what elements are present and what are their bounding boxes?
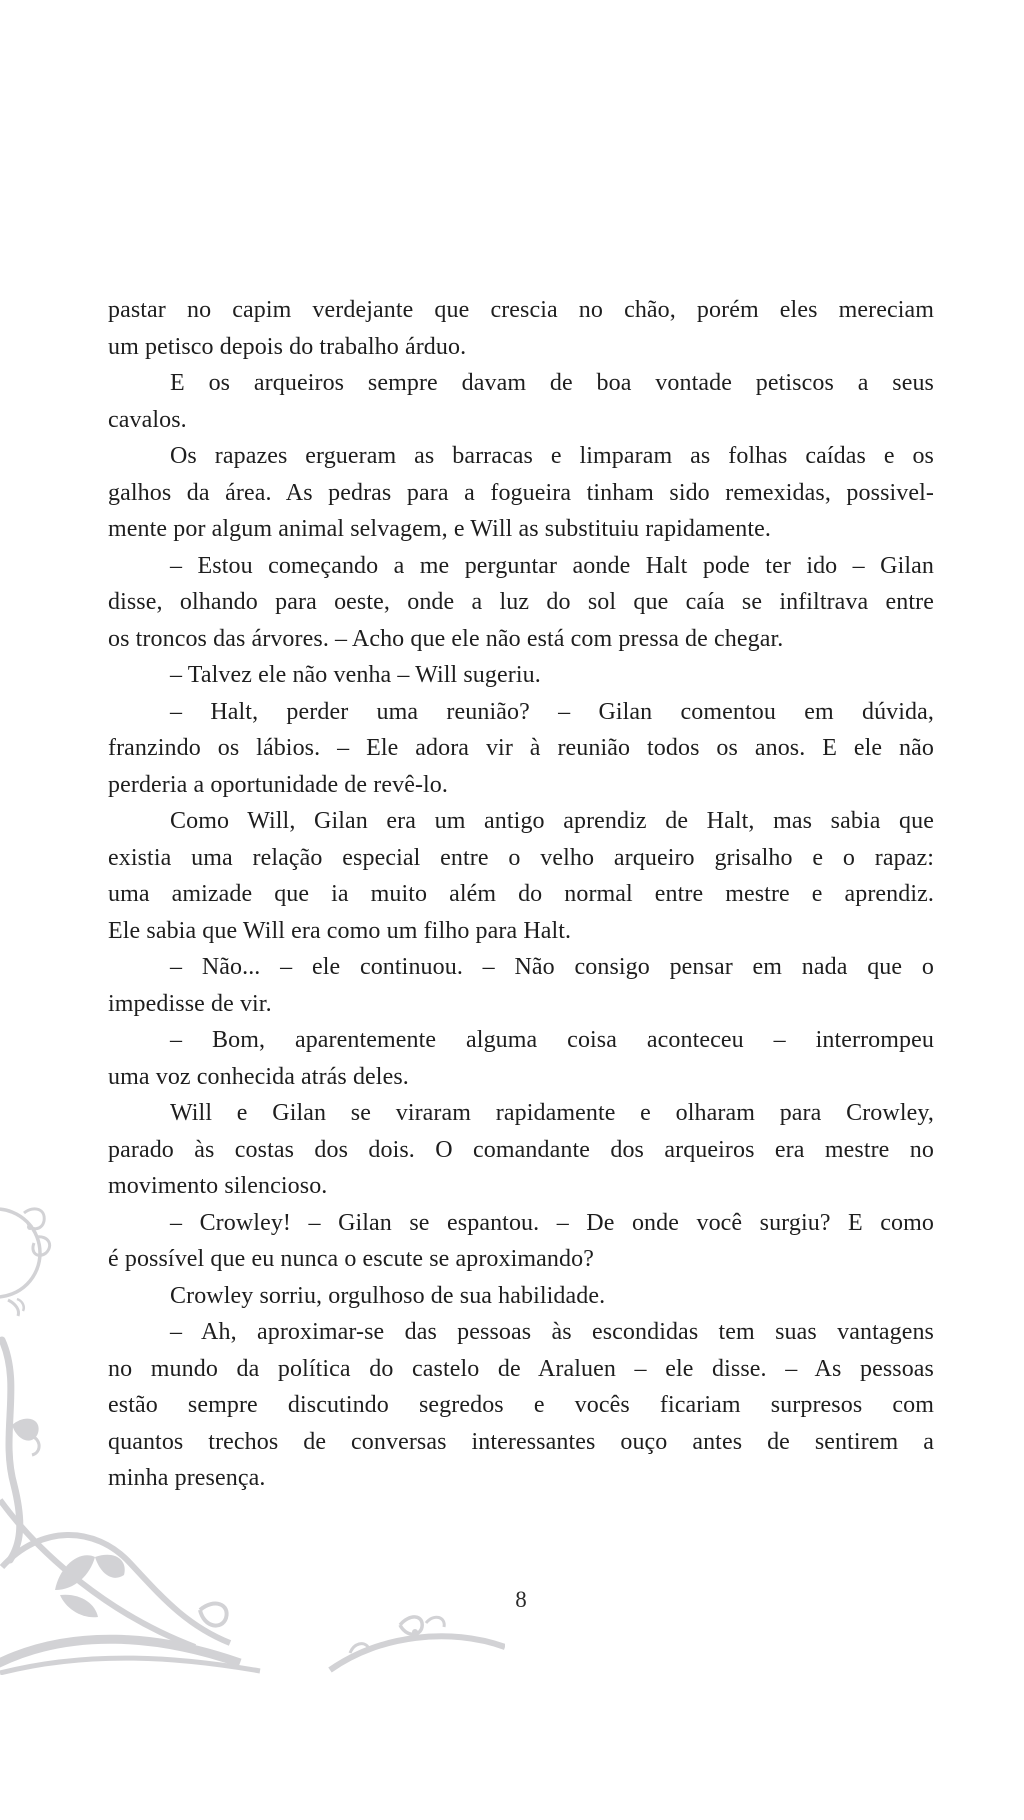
text-line: no mundo da política do castelo de Araluen – ele disse. – As pessoas — [108, 1355, 934, 1382]
text-line: – Ah, aproximar-se das pessoas às escondidas tem suas vantagens — [170, 1319, 934, 1345]
text-line: galhos da área. As pedras para a fogueira tinham sido remexidas, possivel- — [108, 479, 934, 506]
paragraph — [108, 694, 934, 804]
text-block — [108, 292, 934, 1497]
paragraph — [108, 292, 934, 365]
text-line: é possível que eu nunca o escute se aproximando? — [108, 1246, 594, 1272]
page-number: 8 — [515, 1587, 527, 1612]
text-line: Os rapazes ergueram as barracas e limparam as folhas caídas e os — [170, 443, 934, 469]
text-line: perderia a oportunidade de revê-lo. — [108, 771, 449, 798]
text-line: – Estou começando a me perguntar aonde Halt pode ter ido – Gilan — [170, 552, 934, 579]
text-line: uma amizade que ia muito além do normal entre mestre e aprendiz. — [108, 881, 934, 907]
text-line: existia uma relação especial entre o velho arqueiro grisalho e o rapaz: — [108, 844, 934, 871]
text-line: – Bom, aparentemente alguma coisa aconteceu – interrompeu — [170, 1027, 934, 1053]
text-line: impedisse de vir. — [108, 990, 272, 1017]
paragraph — [108, 803, 934, 949]
paragraph — [108, 365, 934, 438]
text-line: movimento silencioso. — [108, 1173, 328, 1199]
text-line: – Crowley! – Gilan se espantou. – De onde você surgiu? E como — [170, 1209, 934, 1236]
text-line: Ele sabia que Will era como um filho para Halt. — [108, 917, 572, 944]
text-line: mente por algum animal selvagem, e Will as substituiu rapidamente. — [108, 516, 772, 542]
paragraph — [108, 438, 934, 548]
text-line: – Talvez ele não venha – Will sugeriu. — [170, 662, 541, 688]
paragraph — [108, 1278, 934, 1315]
paragraph — [108, 657, 934, 694]
text-line: os troncos das árvores. – Acho que ele não está com pressa de chegar. — [108, 625, 784, 652]
text-line: E os arqueiros sempre davam de boa vontade petiscos a seus — [170, 370, 934, 396]
paragraph — [108, 548, 934, 658]
paragraph — [108, 1095, 934, 1205]
text-line: cavalos. — [108, 406, 187, 433]
text-line: estão sempre discutindo segredos e vocês ficariam surpresos com — [108, 1392, 934, 1418]
text-line: minha presença. — [108, 1465, 266, 1491]
text-line: parado às costas dos dois. O comandante dos arqueiros era mestre no — [108, 1136, 934, 1163]
text-line: Como Will, Gilan era um antigo aprendiz de Halt, mas sabia que — [170, 808, 934, 834]
vine-ring — [0, 1209, 40, 1297]
text-line: quantos trechos de conversas interessantes ouço antes de sentirem a — [108, 1428, 934, 1455]
text-line: um petisco depois do trabalho árduo. — [108, 333, 467, 360]
paragraph — [108, 1022, 934, 1095]
paragraph — [108, 949, 934, 1022]
text-line: disse, olhando para oeste, onde a luz do sol que caía se infiltrava entre — [108, 589, 934, 615]
paragraph — [108, 1314, 934, 1497]
paragraph — [108, 1205, 934, 1278]
text-line: – Não... – ele continuou. – Não consigo pensar em nada que o — [170, 954, 934, 980]
text-line: Will e Gilan se viraram rapidamente e olharam para Crowley, — [170, 1100, 934, 1126]
text-line: pastar no capim verdejante que crescia no chão, porém eles mereciam — [108, 297, 934, 323]
text-line: – Halt, perder uma reunião? – Gilan comentou em dúvida, — [170, 698, 934, 725]
text-line: Crowley sorriu, orgulhoso de sua habilidade. — [170, 1282, 606, 1309]
text-line: uma voz conhecida atrás deles. — [108, 1063, 409, 1090]
text-line: franzindo os lábios. – Ele adora vir à reunião todos os anos. E ele não — [108, 735, 934, 761]
